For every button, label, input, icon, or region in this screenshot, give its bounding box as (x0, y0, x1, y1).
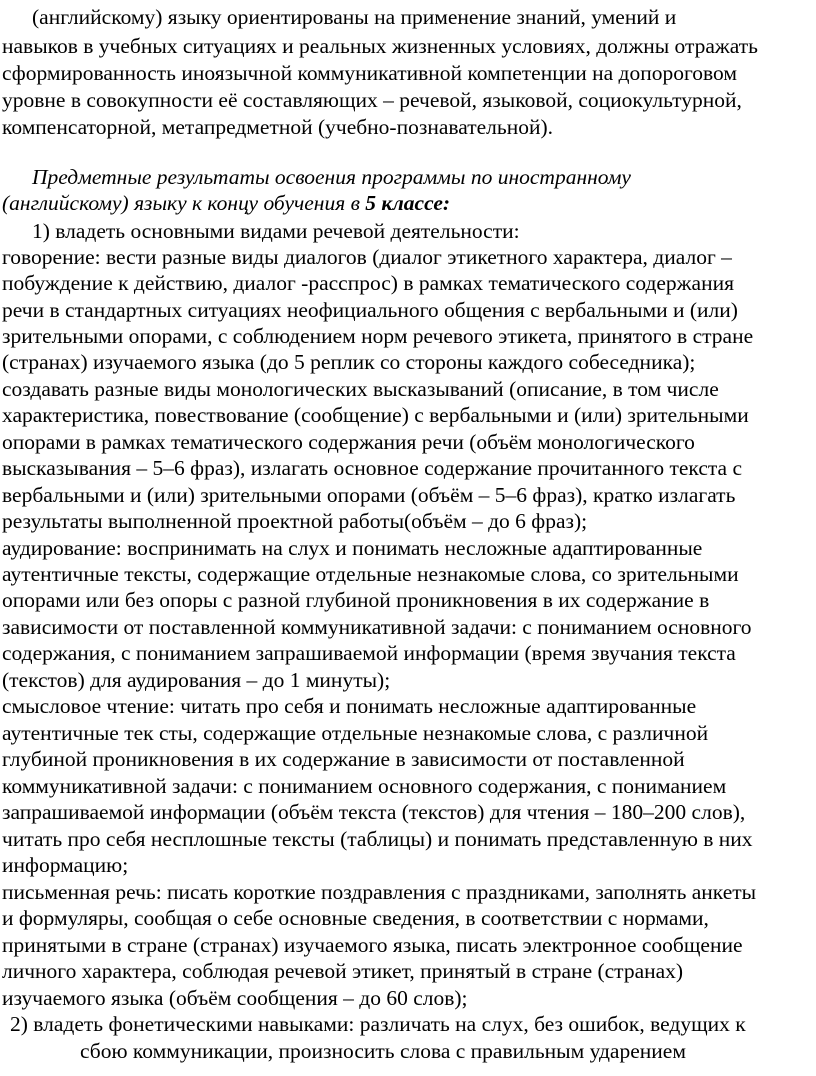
intro-line: (английскому) языку ориентированы на применение знаний, умений и (32, 5, 677, 29)
body-line: запрашиваемой информации (объём текста (текстов) для чтения – 180–200 слов), (2, 800, 746, 824)
body-line: зрительными опорами, с соблюдением норм речевого этикета, принятого в стране (2, 324, 754, 348)
intro-line: уровне в совокупности её составляющих – речевой, языковой, социокультурной, (2, 88, 742, 112)
body-line: аутентичные тексты, содержащие отдельные незнакомые слова, со зрительными (2, 562, 739, 586)
body-line: и формуляры, сообщая о себе основные сведения, в соответствии с нормами, (2, 906, 709, 930)
body-line: побуждение к действию, диалог -расспрос) в рамках тематического содержания (2, 271, 734, 295)
section-heading-bold: 5 классе: (365, 191, 451, 215)
section-heading-line1: Предметные результаты освоения программы по иностранному (32, 165, 631, 189)
body-line: читать про себя несплошные тексты (таблицы) и понимать представленную в них (2, 827, 753, 851)
body-line: принятыми в стране (странах) изучаемого языка, писать электронное сообщение (2, 933, 743, 957)
body-line: аутентичные тек сты, содержащие отдельные незнакомые слова, с различной (2, 721, 709, 745)
body-line: смысловое чтение: читать про себя и понимать несложные адаптированные (2, 694, 697, 718)
body-line: высказывания – 5–6 фраз), излагать основное содержание прочитанного текста с (2, 456, 743, 480)
body-line: говорение: вести разные виды диалогов (диалог этикетного характера, диалог – (2, 245, 732, 269)
body-line: коммуникативной задачи: с пониманием основного содержания, с пониманием (2, 774, 727, 798)
body-line: сбою коммуникации, произносить слова с правильным ударением (80, 1039, 686, 1063)
intro-line: компенсаторной, метапредметной (учебно-познавательной). (2, 115, 554, 139)
body-line: создавать разные виды монологических высказываний (описание, в том числе (2, 377, 719, 401)
intro-line: навыков в учебных ситуациях и реальных жизненных условиях, должны отражать (2, 34, 758, 58)
intro-line: сформированность иноязычной коммуникативной компетенции на допороговом (2, 61, 737, 85)
body-line: письменная речь: писать короткие поздравления с праздниками, заполнять анкеты (2, 880, 757, 904)
body-line: глубиной проникновения в их содержание в зависимости от поставленной (2, 747, 685, 771)
section-heading-line2 (2, 190, 450, 217)
body-line: (странах) изучаемого языка (до 5 реплик со стороны каждого собеседника); (2, 350, 696, 374)
body-line: зависимости от поставленной коммуникативной задачи: с пониманием основного (2, 615, 752, 639)
body-line: (текстов) для аудирования – до 1 минуты); (2, 668, 391, 692)
section-heading-italic: (английскому) языку к концу обучения в (2, 191, 366, 215)
body-line: опорами или без опоры с разной глубиной проникновения в их содержание в (2, 588, 710, 612)
body-line: характеристика, повествование (сообщение) с вербальными и (или) зрительными (2, 403, 749, 427)
body-line: личного характера, соблюдая речевой этикет, принятый в стране (странах) (2, 959, 684, 983)
body-line: содержания, с пониманием запрашиваемой информации (время звучания текста (2, 641, 736, 665)
body-line: речи в стандартных ситуациях неофициального общения с вербальными и (или) (2, 298, 738, 322)
body-line: результаты выполненной проектной работы(объём – до 6 фраз); (2, 509, 588, 533)
body-line: 2) владеть фонетическими навыками: различать на слух, без ошибок, ведущих к (10, 1012, 746, 1036)
body-line: аудирование: воспринимать на слух и понимать несложные адаптированные (2, 536, 703, 560)
body-line: 1) владеть основными видами речевой деятельности: (32, 219, 520, 243)
body-line: вербальными и (или) зрительными опорами (объём – 5–6 фраз), кратко излагать (2, 483, 736, 507)
body-line: опорами в рамках тематического содержания речи (объём монологического (2, 430, 695, 454)
body-line: изучаемого языка (объём сообщения – до 60 слов); (2, 986, 468, 1010)
body-line: информацию; (2, 853, 129, 877)
